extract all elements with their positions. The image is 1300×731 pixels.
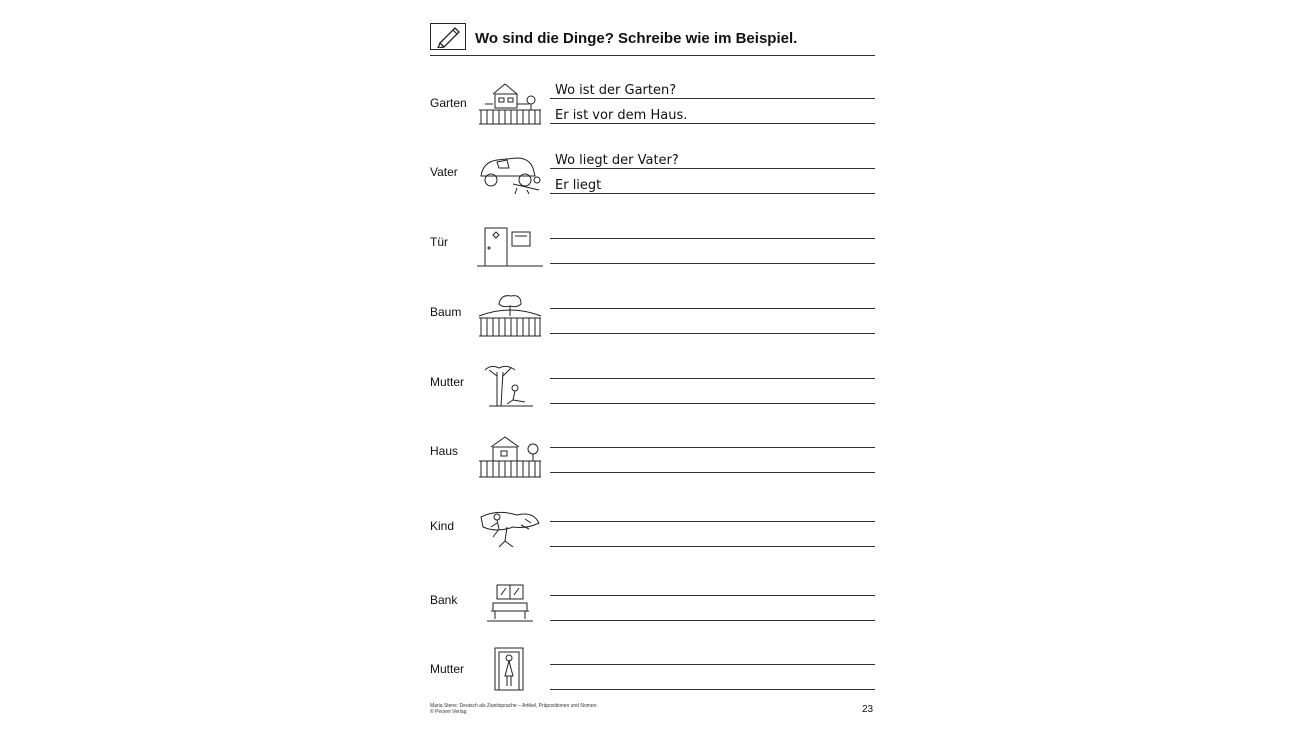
footer-credit <box>430 703 596 715</box>
exercise-row-bank <box>430 575 875 635</box>
exercise-row-mutter-door <box>430 644 875 704</box>
answer-line <box>550 238 875 239</box>
child-in-tree-icon <box>477 507 543 553</box>
tree-behind-fence-icon <box>477 292 543 338</box>
page-number: 23 <box>862 704 874 715</box>
row-label: Mutter <box>430 662 465 676</box>
row-label: Kind <box>430 519 455 533</box>
answer-text: Er ist vor dem Haus. <box>555 108 688 123</box>
answer-line <box>550 664 875 665</box>
answer-line <box>550 123 875 124</box>
exercise-row-kind <box>430 501 875 561</box>
answer-line <box>550 689 875 690</box>
exercise-row-baum <box>430 288 875 348</box>
row-label: Bank <box>430 593 458 607</box>
answer-line <box>550 403 875 404</box>
answer-text: Wo liegt der Vater? <box>555 153 679 168</box>
answer-line <box>550 472 875 473</box>
house-icon <box>477 433 543 479</box>
answer-line <box>550 378 875 379</box>
answer-line <box>550 447 875 448</box>
title-divider <box>430 55 875 56</box>
door-icon <box>477 222 543 268</box>
answer-line <box>550 193 875 194</box>
credit-line: © Persen Verlag <box>430 709 467 715</box>
row-label: Garten <box>430 96 467 110</box>
answer-line <box>550 521 875 522</box>
answer-line <box>550 620 875 621</box>
mother-under-tree-icon <box>477 362 543 408</box>
answer-line <box>550 263 875 264</box>
answer-text: Wo ist der Garten? <box>555 83 677 98</box>
answer-line <box>550 333 875 334</box>
answer-text: Er liegt <box>555 178 602 193</box>
task-title: Wo sind die Dinge? Schreibe wie im Beispiel. <box>475 30 798 47</box>
credit-line: Maria Stens: Deutsch als Zweitsprache – Artikel, Präpositionen und Nomen <box>430 703 597 709</box>
exercise-row-haus <box>430 427 875 487</box>
answer-line <box>550 308 875 309</box>
bench-under-window-icon <box>477 583 543 629</box>
mother-in-door-icon <box>477 646 543 692</box>
answer-line <box>550 98 875 99</box>
answer-line <box>550 546 875 547</box>
exercise-row-tuer <box>430 218 875 278</box>
row-label: Vater <box>430 165 458 179</box>
father-under-car-icon <box>477 150 543 196</box>
row-label: Haus <box>430 444 459 458</box>
answer-line <box>550 168 875 169</box>
garden-house-icon <box>477 80 543 126</box>
row-label: Tür <box>430 235 448 249</box>
exercise-row-mutter-tree <box>430 358 875 418</box>
answer-line <box>550 595 875 596</box>
row-label: Baum <box>430 305 462 319</box>
pencil-icon <box>430 23 466 50</box>
exercise-row-vater <box>430 148 875 208</box>
row-label: Mutter <box>430 375 465 389</box>
exercise-row-garten <box>430 78 875 138</box>
